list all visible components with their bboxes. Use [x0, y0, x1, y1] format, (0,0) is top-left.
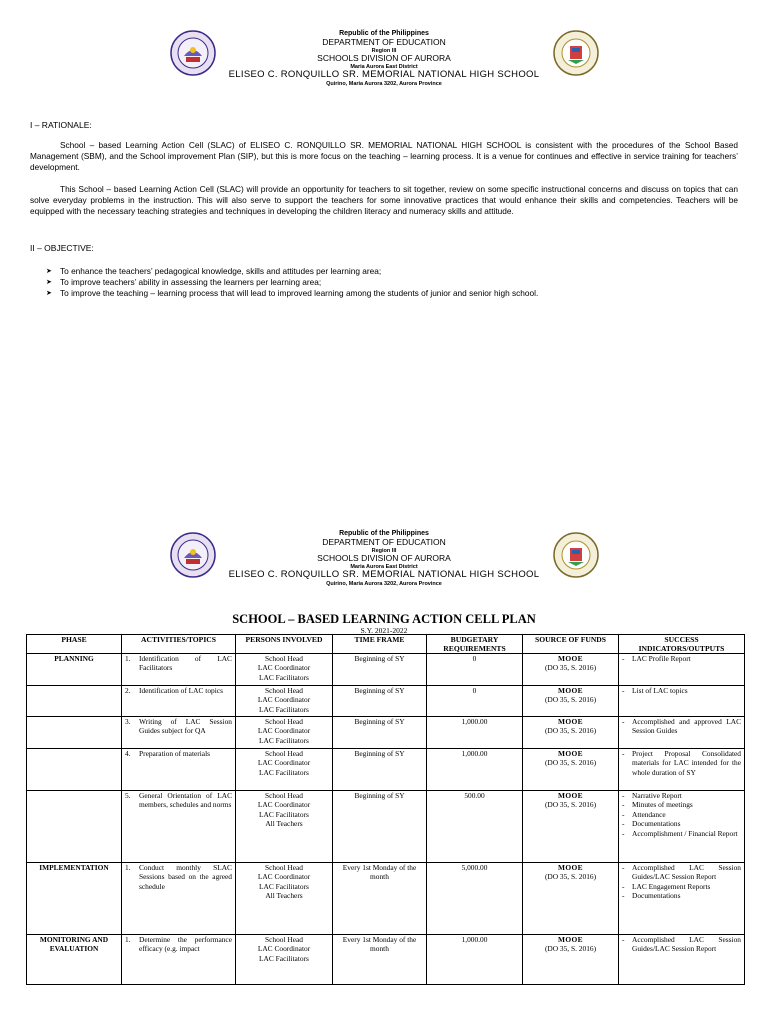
- indicator-item: [622, 935, 741, 954]
- activity-item: [125, 791, 232, 810]
- indicator-text: Documentations: [632, 891, 681, 901]
- indicator-text: Accomplished LAC Session Guides/LAC Session Report: [632, 935, 741, 954]
- school-seal-icon: [553, 532, 599, 578]
- activity-cell: [122, 717, 236, 749]
- fund-cell: [523, 717, 619, 749]
- rationale-paragraph-1: School – based Learning Action Cell (SLAC) of ELISEO C. RONQUILLO SR. MEMORIAL NATIONAL HIGH SCHOOL is consistent with the procedures of the School Based Management (SBM), and the School improvement Plan (SIP), but this is more focus on the teaching – learning process. It is a venue for continues and effective in service training for teachers’ development.: [30, 140, 738, 172]
- budget-amount: 5,000.00: [461, 863, 488, 872]
- division-text: SCHOOLS DIVISION OF AURORA: [317, 553, 451, 564]
- list-item: [46, 288, 726, 299]
- objective-title: II – OBJECTIVE:: [30, 243, 94, 253]
- person-role: School Head: [265, 791, 303, 800]
- fund-source: MOOE: [557, 654, 583, 663]
- letterhead: [0, 530, 768, 600]
- objective-text: To improve the teaching – learning process that will lead to improved learning among the students of junior and senior high school.: [60, 288, 539, 298]
- indicator-text: List of LAC topics: [632, 686, 688, 695]
- objective-text: To enhance the teachers’ pedagogical knowledge, skills and attitudes per learning area;: [60, 266, 382, 276]
- activity-cell: [122, 935, 236, 985]
- indicator-text: Documentations: [632, 819, 681, 829]
- list-item: [46, 266, 726, 277]
- activity-number: 5.: [125, 791, 131, 800]
- time-frame-cell: [333, 935, 427, 985]
- dash-bullet-icon: -: [622, 749, 625, 758]
- person-role: LAC Coordinator: [257, 695, 311, 705]
- person-role: LAC Facilitators: [259, 735, 309, 745]
- fund-source: MOOE: [557, 935, 583, 944]
- budget-cell: [427, 935, 523, 985]
- persons-cell: [236, 935, 333, 985]
- school-address: Quirino, Maria Aurora 3202, Aurora Province: [326, 81, 442, 88]
- time-frame-cell: [333, 863, 427, 935]
- budget-amount: 0: [472, 686, 477, 695]
- indicator-item: [622, 749, 741, 777]
- activity-item: [125, 863, 232, 891]
- plan-title: SCHOOL – BASED LEARNING ACTION CELL PLAN: [232, 612, 536, 626]
- activity-number: 1.: [125, 863, 131, 872]
- indicators-cell: [619, 935, 745, 985]
- indicators-cell: [619, 686, 745, 717]
- dash-bullet-icon: -: [622, 809, 625, 819]
- fund-reference: (DO 35, S. 2016): [544, 726, 597, 736]
- letterhead: [0, 30, 768, 100]
- phase-cell: [27, 654, 122, 686]
- person-role: School Head: [265, 863, 303, 872]
- activity-text: Writing of LAC Session Guides subject for QA: [139, 717, 232, 736]
- phase-cell: [27, 791, 122, 863]
- indicator-item: [622, 654, 741, 663]
- persons-cell: [236, 791, 333, 863]
- table-header-row: [27, 635, 745, 654]
- division-text: SCHOOLS DIVISION OF AURORA: [317, 53, 451, 64]
- slac-plan-table: [26, 634, 745, 985]
- time-frame: Every 1st Monday of the month: [342, 935, 417, 954]
- republic-text: Republic of the Philippines: [339, 30, 429, 37]
- activity-number: 1.: [125, 654, 131, 663]
- fund-cell: [523, 686, 619, 717]
- department-text: DEPARTMENT OF EDUCATION: [322, 537, 446, 548]
- activity-item: [125, 717, 232, 736]
- table-row: [27, 935, 745, 985]
- indicator-item: [622, 819, 741, 828]
- activity-cell: [122, 863, 236, 935]
- budget-amount: 1,000.00: [461, 749, 488, 758]
- table-row: [27, 791, 745, 863]
- time-frame: Beginning of SY: [354, 791, 405, 800]
- persons-cell: [236, 654, 333, 686]
- phase-cell: [27, 686, 122, 717]
- phase-cell: [27, 749, 122, 791]
- fund-cell: [523, 863, 619, 935]
- plan-table-body: [27, 654, 745, 985]
- phase-cell: [27, 717, 122, 749]
- phase-label: MONITORING AND EVALUATION: [39, 935, 109, 954]
- indicator-item: [622, 686, 741, 695]
- fund-source: MOOE: [557, 863, 583, 872]
- indicator-text: Accomplished LAC Session Guides/LAC Session Report: [632, 863, 741, 882]
- budget-cell: [427, 686, 523, 717]
- phase-cell: [27, 935, 122, 985]
- fund-reference: (DO 35, S. 2016): [544, 758, 597, 768]
- fund-source: MOOE: [557, 717, 583, 726]
- activity-cell: [122, 686, 236, 717]
- person-role: School Head: [265, 654, 303, 663]
- dash-bullet-icon: -: [622, 800, 625, 810]
- activity-item: [125, 749, 232, 758]
- region-text: Region III: [371, 47, 397, 54]
- persons-cell: [236, 863, 333, 935]
- school-address: Quirino, Maria Aurora 3202, Aurora Province: [326, 581, 442, 588]
- rationale-paragraph-2: This School – based Learning Action Cell (SLAC) will provide an opportunity for teachers to sit together, review on some specific instructional concerns and discuss on topics that can solve everyday problems in the instruction. This will also serve to support the teachers for some innovative practices that would enhance their skills and competencies. Teachers will be equipped with the necessary teaching strategies and techniques in developing the children literacy and numeracy skills and attitude.: [30, 184, 738, 216]
- person-role: School Head: [265, 686, 303, 695]
- person-role: LAC Facilitators: [259, 953, 309, 963]
- indicator-item: [622, 829, 741, 838]
- dash-bullet-icon: -: [622, 717, 625, 726]
- person-role: School Head: [265, 717, 303, 726]
- fund-cell: [523, 935, 619, 985]
- indicator-text: LAC Profile Report: [632, 654, 691, 663]
- phase-cell: [27, 863, 122, 935]
- activity-number: 4.: [125, 749, 131, 758]
- rationale-body: [30, 140, 738, 217]
- activity-text: Determine the performance efficacy (e.g. impact: [139, 935, 232, 954]
- indicator-item: [622, 863, 741, 882]
- objective-text: To improve teachers’ ability in assessing the learners per learning area;: [60, 277, 322, 287]
- time-frame-cell: [333, 717, 427, 749]
- deped-seal-icon: [170, 532, 216, 578]
- budget-amount: 500.00: [464, 791, 485, 800]
- column-header: BUDGETARY REQUIREMENTS: [427, 635, 523, 654]
- republic-text: Republic of the Philippines: [339, 530, 429, 537]
- person-role: LAC Facilitators: [259, 672, 309, 682]
- indicator-text: Project Proposal Consolidated materials for LAC intended for the whole duration of SY: [632, 749, 741, 777]
- column-header: ACTIVITIES/TOPICS: [122, 635, 236, 654]
- person-role: LAC Coordinator: [257, 726, 311, 736]
- person-role: LAC Coordinator: [257, 758, 311, 768]
- deped-seal-icon: [170, 30, 216, 76]
- plan-school-year: S.Y. 2021-2022: [360, 626, 408, 635]
- objective-list: [46, 266, 726, 299]
- budget-cell: [427, 749, 523, 791]
- column-header: PERSONS INVOLVED: [236, 635, 333, 654]
- activity-text: Identification of LAC Facilitators: [139, 654, 232, 673]
- fund-cell: [523, 749, 619, 791]
- indicators-cell: [619, 749, 745, 791]
- time-frame: Beginning of SY: [354, 654, 405, 663]
- dash-bullet-icon: -: [622, 686, 625, 695]
- activity-number: 1.: [125, 935, 131, 944]
- time-frame-cell: [333, 654, 427, 686]
- indicator-text: Narrative Report: [632, 791, 682, 800]
- indicator-item: [622, 891, 741, 900]
- phase-label: IMPLEMENTATION: [39, 863, 109, 872]
- column-header: PHASE: [27, 635, 122, 654]
- fund-source: MOOE: [557, 686, 583, 695]
- list-item: [46, 277, 726, 288]
- indicator-item: [622, 810, 741, 819]
- indicator-item: [622, 791, 741, 800]
- activity-cell: [122, 791, 236, 863]
- fund-source: MOOE: [557, 749, 583, 758]
- person-role: LAC Coordinator: [257, 872, 311, 882]
- activity-item: [125, 654, 232, 673]
- fund-reference: (DO 35, S. 2016): [544, 944, 597, 954]
- dash-bullet-icon: -: [622, 935, 625, 944]
- dash-bullet-icon: -: [622, 863, 625, 872]
- table-row: [27, 686, 745, 717]
- time-frame: Every 1st Monday of the month: [342, 863, 417, 882]
- department-text: DEPARTMENT OF EDUCATION: [322, 37, 446, 48]
- budget-cell: [427, 791, 523, 863]
- activity-cell: [122, 654, 236, 686]
- dash-bullet-icon: -: [622, 791, 625, 800]
- person-role: LAC Coordinator: [257, 944, 311, 954]
- time-frame: Beginning of SY: [354, 717, 405, 726]
- budget-amount: 1,000.00: [461, 935, 488, 944]
- fund-cell: [523, 654, 619, 686]
- fund-cell: [523, 791, 619, 863]
- persons-cell: [236, 717, 333, 749]
- indicator-text: Accomplished and approved LAC Session Guides: [632, 717, 741, 736]
- activity-item: [125, 935, 232, 954]
- column-header: SUCCESS INDICATORS/OUTPUTS: [619, 635, 745, 654]
- table-row: [27, 654, 745, 686]
- dash-bullet-icon: -: [622, 828, 625, 838]
- rationale-title: I – RATIONALE:: [30, 120, 92, 130]
- fund-reference: (DO 35, S. 2016): [544, 663, 597, 673]
- person-role: All Teachers: [265, 891, 303, 901]
- time-frame-cell: [333, 791, 427, 863]
- persons-cell: [236, 749, 333, 791]
- dash-bullet-icon: -: [622, 654, 625, 663]
- table-row: [27, 717, 745, 749]
- fund-reference: (DO 35, S. 2016): [544, 695, 597, 705]
- activity-cell: [122, 749, 236, 791]
- person-role: School Head: [265, 749, 303, 758]
- indicators-cell: [619, 791, 745, 863]
- budget-cell: [427, 717, 523, 749]
- column-header: SOURCE OF FUNDS: [523, 635, 619, 654]
- indicator-text: Accomplishment / Financial Report: [632, 828, 738, 838]
- indicator-item: [622, 800, 741, 809]
- budget-amount: 1,000.00: [461, 717, 488, 726]
- activity-text: Conduct monthly SLAC Sessions based on the agreed schedule: [139, 863, 232, 891]
- indicators-cell: [619, 863, 745, 935]
- activity-text: General Orientation of LAC members, schedules and norms: [139, 791, 232, 810]
- phase-label: PLANNING: [54, 654, 94, 663]
- person-role: LAC Facilitators: [259, 767, 309, 777]
- indicator-text: Attendance: [632, 809, 666, 819]
- fund-reference: (DO 35, S. 2016): [544, 800, 597, 810]
- person-role: LAC Coordinator: [257, 800, 311, 810]
- person-role: LAC Facilitators: [259, 881, 309, 891]
- school-name: ELISEO C. RONQUILLO SR. MEMORIAL NATIONAL HIGH SCHOOL: [228, 69, 540, 81]
- fund-source: MOOE: [557, 791, 583, 800]
- dash-bullet-icon: -: [622, 881, 625, 891]
- person-role: LAC Facilitators: [259, 704, 309, 714]
- persons-cell: [236, 686, 333, 717]
- activity-text: Preparation of materials: [139, 749, 211, 758]
- dash-bullet-icon: -: [622, 819, 625, 829]
- page-2: [0, 530, 768, 1024]
- budget-amount: 0: [472, 654, 477, 663]
- indicator-text: Minutes of meetings: [632, 800, 693, 810]
- region-text: Region III: [371, 547, 397, 554]
- indicator-text: LAC Engagement Reports: [632, 881, 711, 891]
- dash-bullet-icon: -: [622, 891, 625, 901]
- time-frame-cell: [333, 686, 427, 717]
- activity-number: 3.: [125, 717, 131, 726]
- arrow-bullet-icon: ➤: [46, 290, 52, 297]
- activity-number: 2.: [125, 686, 131, 695]
- person-role: LAC Facilitators: [259, 809, 309, 819]
- indicators-cell: [619, 717, 745, 749]
- district-text: Maria Aurora East District: [350, 63, 418, 70]
- school-seal-icon: [553, 30, 599, 76]
- time-frame-cell: [333, 749, 427, 791]
- table-row: [27, 863, 745, 935]
- person-role: LAC Coordinator: [257, 663, 311, 673]
- indicators-cell: [619, 654, 745, 686]
- fund-reference: (DO 35, S. 2016): [544, 872, 597, 882]
- district-text: Maria Aurora East District: [350, 563, 418, 570]
- column-header: TIME FRAME: [333, 635, 427, 654]
- budget-cell: [427, 654, 523, 686]
- arrow-bullet-icon: ➤: [46, 268, 52, 275]
- time-frame: Beginning of SY: [354, 686, 405, 695]
- person-role: All Teachers: [265, 819, 303, 829]
- indicator-item: [622, 717, 741, 736]
- indicator-item: [622, 882, 741, 891]
- activity-item: [125, 686, 232, 695]
- activity-text: Identification of LAC topics: [139, 686, 223, 695]
- person-role: School Head: [265, 935, 303, 944]
- budget-cell: [427, 863, 523, 935]
- time-frame: Beginning of SY: [354, 749, 405, 758]
- table-row: [27, 749, 745, 791]
- school-name: ELISEO C. RONQUILLO SR. MEMORIAL NATIONAL HIGH SCHOOL: [228, 569, 540, 581]
- arrow-bullet-icon: ➤: [46, 279, 52, 286]
- page-1: [0, 0, 768, 500]
